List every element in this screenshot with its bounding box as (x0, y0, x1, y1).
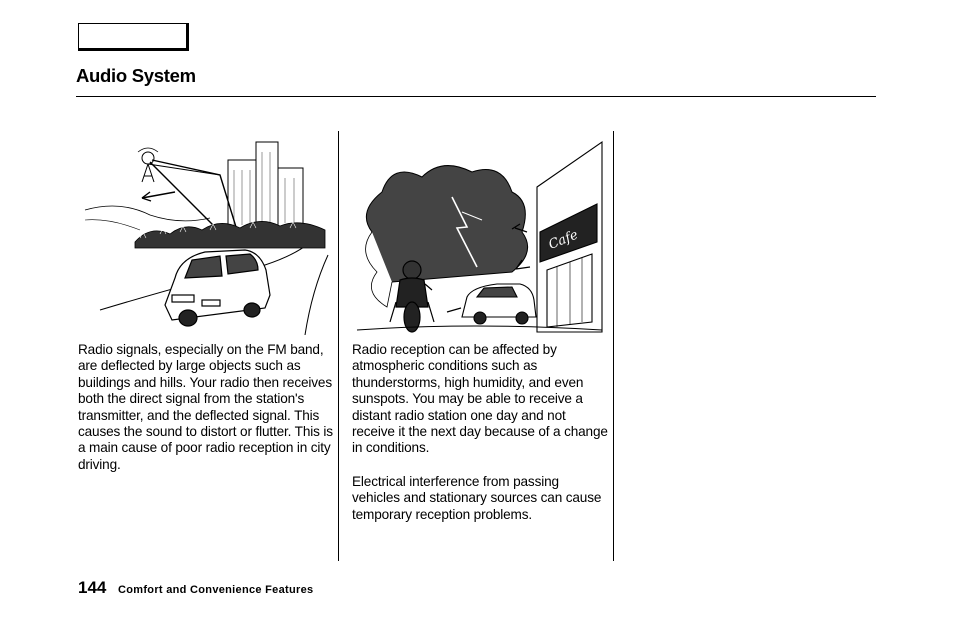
car-city-fm-reflection-illustration (80, 130, 330, 335)
page-number: 144 (78, 578, 107, 597)
fm-deflection-paragraph: Radio signals, especially on the FM band, are deflected by large objects such as buildings and hills. Your radio then receives both the direct signal from the station's transmitter, and the deflected signal. This causes the sound to distort or flutter. This is a main cause of poor radio reception in city driving. (78, 342, 333, 472)
atmospheric-conditions-paragraph: Radio reception can be affected by atmospheric conditions such as thunderstorms, high humidity, and even sunspots. You may be able to receive a distant radio station one day and not receive it the next day because of a change in conditions. (352, 342, 608, 456)
thunderstorm-motorcycle-interference-illustration (352, 132, 607, 337)
section-name: Comfort and Convenience Features (118, 584, 314, 596)
title-rule (76, 96, 876, 97)
electrical-interference-paragraph: Electrical interference from passing vehicles and stationary sources can cause temporary reception problems. (352, 474, 602, 522)
svg-text:Cafe: Cafe (546, 227, 581, 253)
column-divider-left (338, 131, 339, 561)
nav-tab-box[interactable] (78, 23, 189, 51)
page-title: Audio System (76, 65, 196, 86)
column-divider-right (613, 131, 614, 561)
